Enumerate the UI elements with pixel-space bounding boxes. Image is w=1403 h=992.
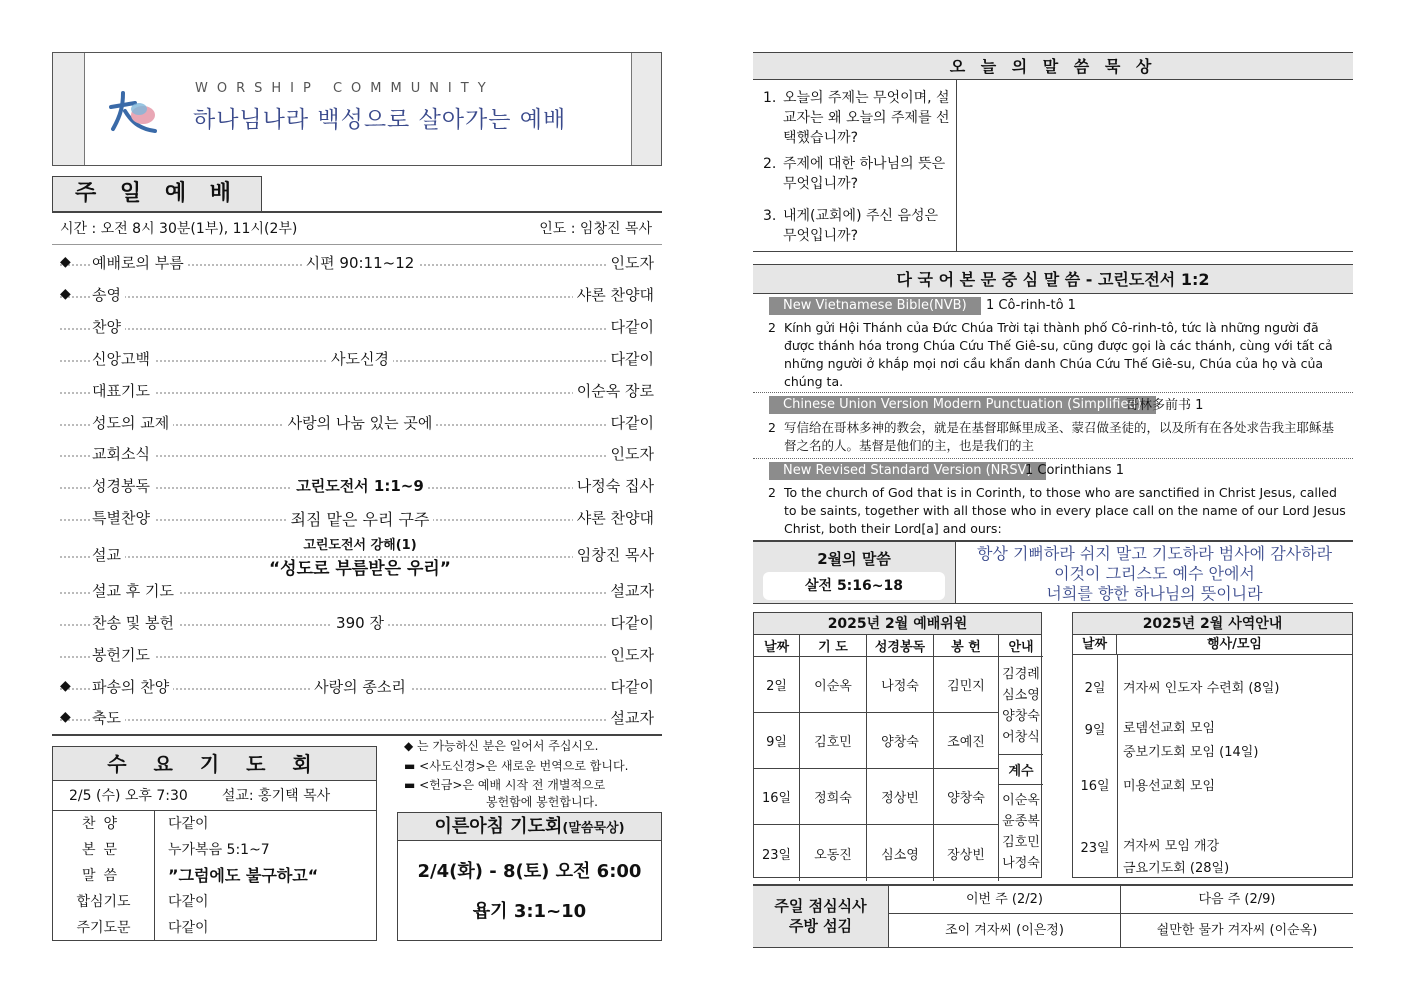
committee-cell: 장상빈 (934, 825, 999, 881)
order-item-content-text: 사도신경 (327, 350, 393, 368)
order-item-content-text: 시편 90:11~12 (302, 254, 419, 272)
committee-cell: 김호민 (800, 713, 867, 769)
committee-cell: 16일 (754, 769, 800, 825)
lunch-header (889, 886, 1353, 914)
counter-name: 나정숙 (1002, 856, 1040, 871)
worship-order-row (60, 348, 654, 372)
order-item-content-text: 사랑의 나눔 있는 곳에 (284, 414, 437, 432)
lunch-label-line2: 주방 섬김 (788, 917, 853, 935)
committee-cell: 나정숙 (867, 657, 934, 713)
header-title: 하나님나라 백성으로 살아가는 예배 (193, 107, 567, 133)
lunch-label (753, 886, 889, 947)
multilingual-title: 다 국 어 본 문 중 심 말 씀 - 고린도전서 1:2 (753, 264, 1353, 294)
sunday-leader: 인도 : 임창진 목사 (539, 221, 652, 237)
wednesday-row-value: 다같이 (168, 894, 209, 910)
version-ref-cuv: 哥林多前书 1 (1126, 398, 1204, 413)
version-ref-nvb: 1 Cô-rinh-tô 1 (986, 298, 1076, 313)
worship-order-row (60, 644, 654, 668)
order-item-name: 신앙고백 (92, 348, 154, 369)
guide-name: 어창식 (1002, 729, 1040, 745)
schedule-event: 미용선교회 모임 (1123, 779, 1216, 794)
schedule-header (1073, 635, 1352, 655)
version-tag-nrsv: New Revised Standard Version (NRSV) (769, 462, 1046, 480)
month-word-box (753, 540, 1353, 604)
order-item-leader: 다같이 (607, 316, 654, 337)
counter-name: 김호민 (1002, 835, 1040, 850)
order-item-content-text: 390 장 (332, 614, 388, 632)
worship-order-row (60, 412, 654, 436)
guide-name: 김경례 (1002, 666, 1040, 682)
schedule-date: 9일 (1084, 723, 1106, 738)
sunday-info (60, 218, 652, 242)
sunday-info-divider (52, 244, 662, 245)
order-item-name: 교회소식 (92, 443, 154, 464)
banner-left-band (53, 53, 85, 165)
worship-order-row (60, 580, 654, 604)
worship-order-row (60, 380, 654, 404)
order-item-content (220, 252, 500, 273)
wednesday-order-table (53, 811, 376, 941)
sunday-worship-title: 주 일 예 배 (52, 176, 262, 212)
version-text-nvb (768, 319, 1346, 391)
order-item-leader: 설교자 (607, 707, 654, 728)
order-item-leader: 인도자 (607, 252, 654, 273)
wednesday-row-value: ”그럼에도 불구하고“ (168, 866, 319, 885)
order-item-name: 성도의 교제 (92, 412, 173, 433)
committee-cell: 김민지 (934, 657, 999, 713)
worship-order-row (60, 612, 654, 636)
committee-counter-label: 계수 (999, 755, 1043, 785)
sunday-time: 시간 : 오전 8시 30분(1부), 11시(2부) (60, 221, 298, 237)
worship-order-row (60, 316, 654, 340)
wednesday-prayer-box (52, 746, 377, 941)
version-separator (753, 458, 1353, 459)
note-standing: ◆ 는 가능하신 분은 일어서 주십시오. (404, 739, 599, 753)
order-item-content-text: 고린도전서 1:1~9 (292, 477, 428, 495)
order-item-name: 예배로의 부름 (92, 252, 188, 273)
wednesday-row (53, 837, 376, 863)
meditation-divider (956, 80, 957, 251)
wednesday-row-label: 본문 (53, 837, 155, 863)
committee-header-cell: 날짜 (754, 635, 800, 657)
order-item-leader: 다같이 (607, 676, 654, 697)
order-item-leader: 설교자 (607, 580, 654, 601)
worship-order-row (60, 252, 654, 276)
month-word-label: 2월의 말씀 (817, 550, 891, 568)
worship-order-row (60, 507, 654, 531)
guide-name: 심소영 (1002, 687, 1040, 703)
verse-line: 너희를 향한 하나님의 뜻이니라 (1046, 584, 1263, 603)
committee-cell: 조예진 (934, 713, 999, 769)
order-item-name: 봉헌기도 (92, 644, 154, 665)
dotted-leader (60, 719, 654, 721)
wednesday-row (53, 811, 376, 837)
note-creed: ▬ <사도신경>은 새로운 번역으로 합니다. (404, 759, 629, 773)
sermon-title: “성도로 부름받은 우리” (269, 559, 451, 579)
wednesday-date: 2/5 (수) 오후 7:30 (69, 788, 188, 804)
sunday-divider (52, 211, 662, 213)
verse-text: Kính gửi Hội Thánh của Đức Chúa Trời tại thành phố Cô-rinh-tô, tức là những người đã được thánh hóa trong Chúa Cứu Thế Giê-su, cũng được gọi là các thánh, cùng với tất cả những người ở khắp mọi nơi cầu khẩn danh Chúa Cứu Thế Giê-su, Chúa của họ và của chúng ta. (784, 320, 1333, 389)
order-item-leader: 이순옥 장로 (573, 380, 654, 401)
worship-order-row (60, 475, 654, 499)
meditation-question-2 (763, 154, 953, 194)
wednesday-row (53, 915, 376, 941)
schedule-date: 23일 (1080, 841, 1110, 856)
order-item-name: 찬양 (92, 316, 125, 337)
verse-num: 2 (768, 420, 776, 435)
worship-committee-table (753, 612, 1042, 878)
dawn-prayer-box (397, 812, 662, 941)
worship-order-row (60, 676, 654, 700)
question-text: 오늘의 주제는 무엇이며, 설교자는 왜 오늘의 주제를 선택했습니까? (783, 90, 950, 146)
wednesday-row (53, 863, 376, 889)
verse-text: To the church of God that is in Corinth, to those who are sanctified in Christ Jesus, called to be saints, together with all those who in every place call on the name of our Lord Jesus Christ, both their Lord[a] and ours: (784, 485, 1346, 536)
order-item-name: 파송의 찬양 (92, 676, 173, 697)
question-num: 3. (763, 208, 777, 224)
dotted-leader (60, 328, 654, 330)
guide-name: 양창숙 (1002, 708, 1040, 724)
version-tag-nvb: New Vietnamese Bible(NVB) (769, 297, 981, 315)
verse-line: 이것이 그리스도 예수 안에서 (1054, 564, 1255, 583)
committee-header-cell: 성경봉독 (867, 635, 934, 657)
worship-order-row (60, 443, 654, 467)
meditation-body (753, 80, 1353, 252)
schedule-event: 로뎀선교회 모임 (1123, 721, 1216, 736)
lunch-service-box (753, 884, 1353, 948)
verse-num: 2 (768, 320, 776, 335)
dawn-title-small: (말씀묵상) (562, 821, 625, 836)
lunch-next-week-label: 다음 주 (2/9) (1198, 892, 1276, 907)
wednesday-title: 수 요 기 도 회 (53, 747, 376, 781)
order-item-content (220, 412, 500, 433)
order-item-leader: 임창진 목사 (573, 544, 654, 565)
committee-cell: 심소영 (867, 825, 934, 881)
version-separator (753, 392, 1353, 393)
bullet-icon: ◆ (60, 678, 71, 694)
meditation-title: 오 늘 의 말 씀 묵 상 (753, 52, 1353, 80)
dawn-prayer-title (398, 813, 661, 841)
wednesday-preacher: 설교: 홍기택 목사 (221, 788, 331, 804)
dotted-leader (60, 296, 654, 298)
schedule-title: 2025년 2월 사역안내 (1073, 613, 1352, 635)
order-item-leader: 인도자 (607, 443, 654, 464)
sermon-series: 고린도전서 강해(1) (303, 538, 417, 553)
bullet-icon: ◆ (60, 286, 71, 302)
note-offering-cont: 봉헌함에 봉헌합니다. (486, 795, 598, 809)
wednesday-row-value: 누가복음 5:1~7 (168, 842, 270, 858)
committee-guides (999, 657, 1043, 755)
bullet-icon: ◆ (60, 709, 71, 725)
order-item-name: 송영 (92, 284, 125, 305)
counter-name: 이순옥 (1002, 793, 1040, 808)
lunch-body (889, 914, 1353, 948)
order-item-name: 찬송 및 봉헌 (92, 612, 178, 633)
wednesday-info (53, 781, 376, 811)
order-item-content (220, 676, 500, 697)
schedule-header-event: 행사/모임 (1207, 637, 1262, 652)
order-item-leader: 다같이 (607, 412, 654, 433)
committee-cell: 23일 (754, 825, 800, 881)
schedule-event: 중보기도회 모임 (14일) (1123, 745, 1259, 760)
verse-num: 2 (768, 485, 776, 500)
committee-cell: 2일 (754, 657, 800, 713)
order-item-name: 설교 후 기도 (92, 580, 178, 601)
dawn-title-text: 이른아침 기도회 (434, 816, 563, 837)
lunch-this-week-label: 이번 주 (2/2) (889, 886, 1121, 914)
bullet-icon: ◆ (60, 254, 71, 270)
month-word-left (753, 542, 956, 603)
committee-cell: 정상빈 (867, 769, 934, 825)
order-item-name: 축도 (92, 707, 125, 728)
worship-order-row (60, 284, 654, 308)
order-item-name: 성경봉독 (92, 475, 154, 496)
version-text-cuv (768, 419, 1346, 455)
order-item-leader: 나정숙 집사 (573, 475, 654, 496)
question-num: 1. (763, 90, 777, 106)
ministry-schedule-table (1072, 612, 1353, 878)
schedule-date: 16일 (1080, 779, 1110, 794)
header-banner (52, 52, 662, 166)
committee-cell: 양창숙 (934, 769, 999, 825)
wednesday-row-label: 합심기도 (53, 889, 155, 915)
order-item-name: 특별찬양 (92, 507, 154, 528)
question-text: 주제에 대한 하나님의 뜻은 무엇입니까? (783, 156, 946, 192)
committee-cell: 양창숙 (867, 713, 934, 769)
order-item-content (220, 612, 500, 633)
version-ref-nrsv: 1 Corinthians 1 (1025, 463, 1124, 478)
wednesday-row-label: 찬양 (53, 811, 155, 837)
wednesday-row-label: 말씀 (53, 863, 155, 889)
worship-notes (404, 736, 666, 810)
dawn-schedule: 2/4(화) - 8(토) 오전 6:00 (417, 861, 642, 882)
version-text-nrsv (768, 484, 1346, 538)
counter-name: 윤종복 (1002, 814, 1040, 829)
dawn-text: 욥기 3:1~10 (472, 901, 587, 922)
committee-cell: 9일 (754, 713, 800, 769)
verse-line: 항상 기뻐하라 쉬지 말고 기도하라 범사에 감사하라 (976, 544, 1333, 563)
wednesday-row-value: 다같이 (168, 920, 209, 936)
question-num: 2. (763, 156, 777, 172)
order-item-leader: 다같이 (607, 348, 654, 369)
version-tag-cuv: Chinese Union Version Modern Punctuation (Simplified) (769, 396, 1156, 414)
committee-counters (999, 785, 1043, 879)
banner-right-band (631, 53, 661, 165)
lunch-next-week: 쉴만한 물가 겨자씨 (이순옥) (1156, 923, 1318, 938)
order-item-content (220, 507, 500, 530)
month-word-verse (956, 544, 1353, 604)
order-item-leader: 샤론 찬양대 (573, 507, 654, 528)
order-item-content (220, 475, 500, 496)
wednesday-row-label: 주기도문 (53, 915, 155, 941)
lunch-this-week: 조이 겨자씨 (이은정) (889, 914, 1121, 948)
order-item-leader: 다같이 (607, 612, 654, 633)
schedule-event: 겨자씨 모임 개강 (1123, 839, 1220, 854)
meditation-question-1 (763, 88, 953, 148)
schedule-event: 겨자씨 인도자 수련회 (8일) (1123, 681, 1280, 696)
order-item-content-text: 사랑의 종소리 (310, 678, 410, 696)
schedule-date: 2일 (1084, 681, 1106, 696)
note-offering: ▬ <헌금>은 예배 시작 전 개별적으로 (404, 778, 606, 792)
committee-title: 2025년 2월 예배위원 (754, 613, 1041, 635)
lunch-label-line1: 주일 점심식사 (774, 897, 867, 915)
committee-header-cell: 봉 헌 (934, 635, 999, 657)
order-item-content-text: 죄짐 맡은 우리 구주 (287, 510, 434, 529)
schedule-event: 금요기도회 (28일) (1123, 861, 1230, 876)
schedule-divider (1117, 655, 1118, 877)
order-item-leader: 인도자 (607, 644, 654, 665)
committee-header-cell: 안내 (999, 635, 1043, 657)
committee-header-cell: 기 도 (800, 635, 867, 657)
committee-cell: 정희숙 (800, 769, 867, 825)
verse-text: 写信给在哥林多神的教会，就是在基督耶稣里成圣、蒙召做圣徒的，以及所有在各处求告我主耶稣基督之名的人。基督是他们的主，也是我们的主 (784, 420, 1335, 453)
question-text: 내게(교회에) 주신 음성은 무엇입니까? (783, 208, 939, 244)
schedule-header-date: 날짜 (1073, 635, 1117, 655)
order-item-name: 대표기도 (92, 380, 154, 401)
church-logo-icon (109, 89, 159, 135)
order-item-content (220, 348, 500, 369)
header-subtitle: WORSHIP COMMUNITY (195, 81, 495, 96)
wednesday-row (53, 889, 376, 915)
month-word-ref: 살전 5:16~18 (763, 572, 945, 600)
committee-cell: 이순옥 (800, 657, 867, 713)
order-item-leader: 샤론 찬양대 (573, 284, 654, 305)
meditation-question-3 (763, 206, 953, 246)
worship-order-row (60, 707, 654, 731)
committee-cell: 오동진 (800, 825, 867, 881)
order-item-name: 설교 (92, 544, 125, 565)
wednesday-row-value: 다같이 (168, 816, 209, 832)
